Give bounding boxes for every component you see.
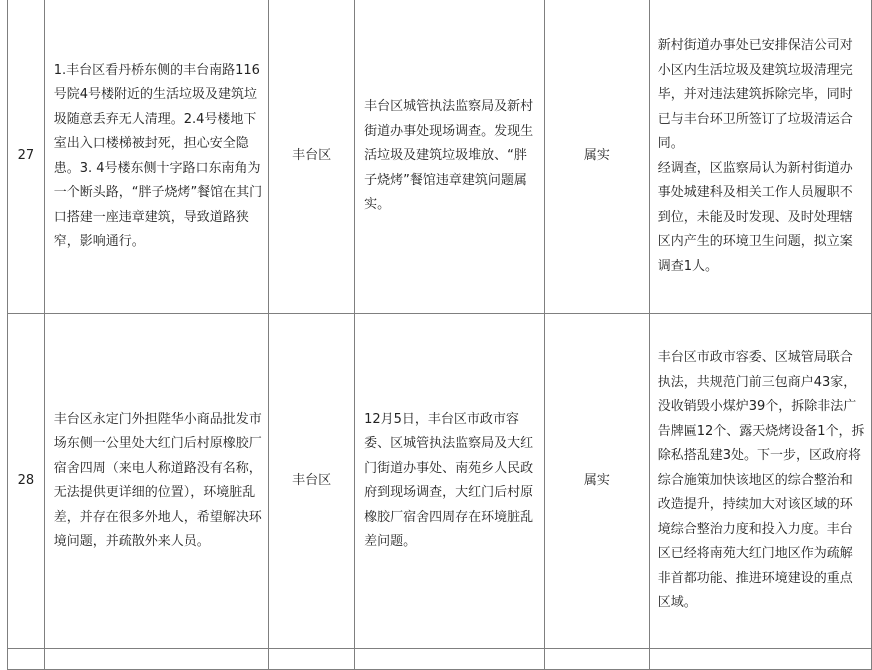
complaint-content: 1.丰台区看丹桥东侧的丰台南路116号院4号楼附近的生活垃圾及建筑垃圾随意丢弃无人清理。2.4号楼地下室出入口楼梯被封死，担心安全隐患。3. 4号楼东侧十字路口东南角为一个断头路，“胖子烧烤”餐馆在其门口搭建一座违章建筑，导致道路狭窄，影响通行。 [44, 0, 269, 314]
handling-paragraph: 经调查，区监察局认为新村街道办事处城建科及相关工作人员履职不到位，未能及时发现、及时处理辖区内产生的环境卫生问题，拟立案调查1人。 [657, 160, 853, 274]
table-row [8, 314, 872, 649]
investigation-result: 12月5日，丰台区市政市容委、区城管执法监察局及大红门街道办事处、南苑乡人民政府到现场调查，大红门后村原橡胶厂宿舍四周存在环境脏乱差问题。 [355, 314, 545, 649]
complaint-content: 丰台区永定门外担陛华小商品批发市场东侧一公里处大红门后村原橡胶厂宿舍四周（来电人称道路没有名称，无法提供更详细的位置），环境脏乱差，并存在很多外地人，希望解决环境问题，并疏散外来人员。 [44, 314, 269, 649]
table-row [8, 649, 872, 670]
district: 丰台区 [269, 0, 355, 314]
handling-paragraph: 新村街道办事处已安排保洁公司对小区内生活垃圾及建筑垃圾清理完毕，并对违法建筑拆除完毕，同时已与丰台环卫所签订了垃圾清运合同。 [657, 38, 853, 151]
investigation-result: 丰台区城管执法监察局及新村街道办事处现场调查。发现生活垃圾及建筑垃圾堆放、“胖子烧烤”餐馆违章建筑问题属实。 [355, 0, 545, 314]
handling-measures [649, 314, 871, 649]
empty-cell [269, 649, 355, 670]
handling-measures [649, 0, 871, 314]
district: 丰台区 [269, 314, 355, 649]
empty-cell [649, 649, 871, 670]
complaints-table [7, 0, 872, 670]
row-number: 27 [8, 0, 45, 314]
table-row [8, 0, 872, 314]
row-number: 28 [8, 314, 45, 649]
empty-cell [355, 649, 545, 670]
empty-cell [545, 649, 650, 670]
empty-cell [44, 649, 269, 670]
handling-paragraph: 丰台区市政市容委、区城管局联合执法，共规范门前三包商户43家，没收销毁小煤炉39个，拆除非法广告牌匾12个、露天烧烤设备1个，拆除私搭乱建3处。下一步，区政府将综合施策加快该地区的综合整治和改造提升，持续加大对该区域的环境综合整治力度和投入力度。丰台区已经将南苑大红门地区作为疏解非首都功能、推进环境建设的重点区域。 [657, 350, 865, 611]
verification-status: 属实 [545, 0, 650, 314]
verification-status: 属实 [545, 314, 650, 649]
empty-cell [8, 649, 45, 670]
